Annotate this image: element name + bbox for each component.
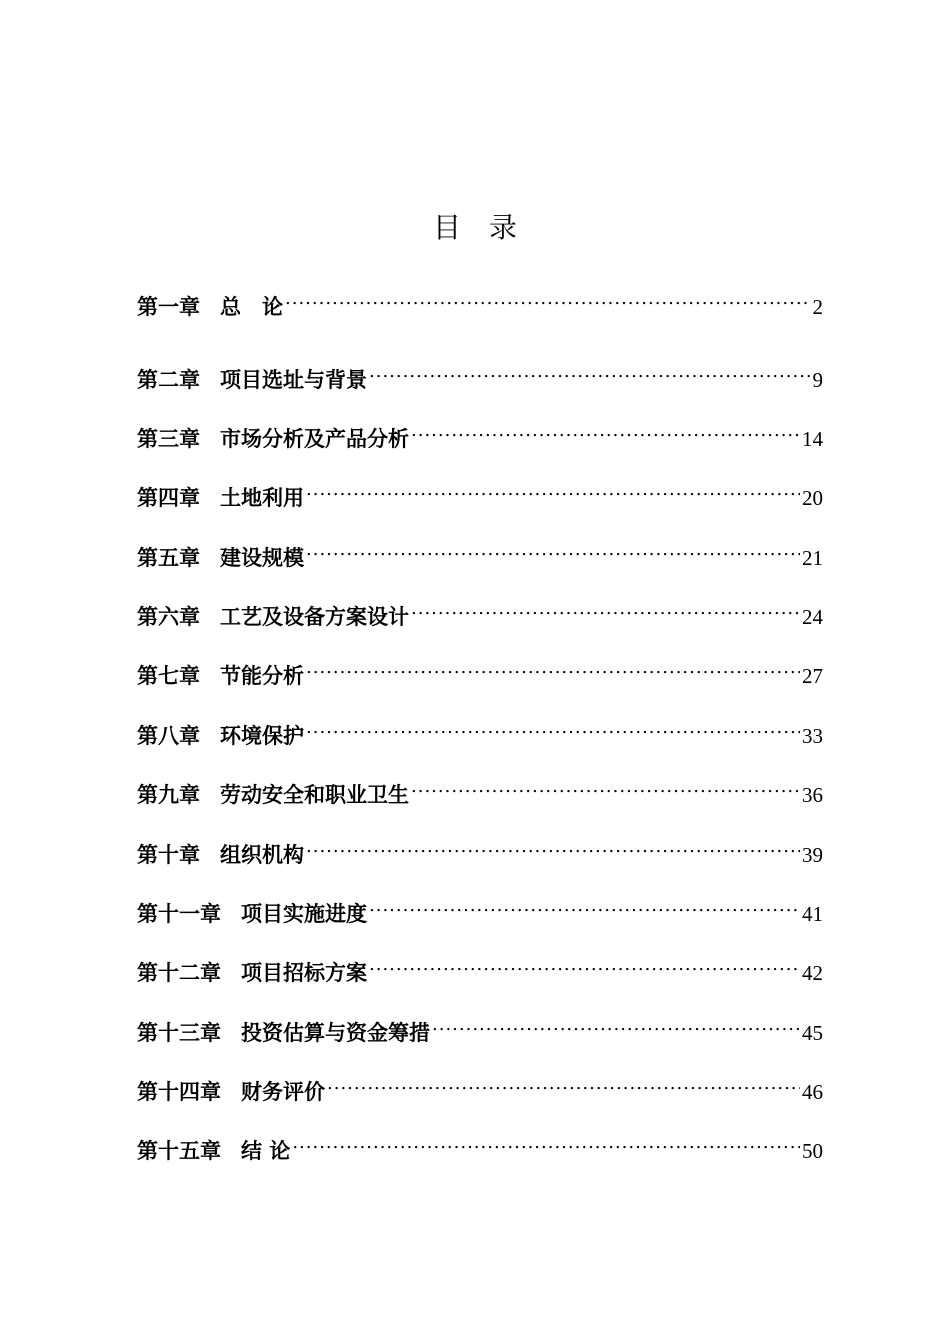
toc-title: 建设规模: [220, 545, 304, 570]
page-title: 目 录: [432, 211, 517, 244]
toc-chapter: 第十三章: [137, 1020, 221, 1045]
toc-page-number: 50: [802, 1139, 823, 1163]
toc-page-number: 36: [802, 783, 823, 807]
toc-leader-dots: [306, 830, 800, 862]
toc-title: 项目选址与背景: [220, 367, 367, 392]
toc-leader-dots: [369, 355, 811, 387]
toc-row[interactable]: [137, 830, 823, 867]
toc-leader-dots: [292, 1126, 800, 1158]
toc-row[interactable]: [137, 1126, 823, 1163]
toc-page-number: 39: [802, 843, 823, 867]
toc-page-number: 27: [802, 664, 823, 688]
toc-chapter: 第十二章: [137, 960, 221, 985]
toc-title: 工艺及设备方案设计: [220, 604, 409, 629]
toc-title: 土地利用: [220, 485, 304, 510]
toc-leader-dots: [306, 473, 800, 505]
toc-chapter: 第五章: [137, 545, 200, 570]
toc-title: 财务评价: [241, 1079, 325, 1104]
toc-row[interactable]: [137, 1067, 823, 1104]
toc-leader-dots: [369, 889, 800, 921]
toc-leader-dots: [411, 770, 800, 802]
toc-page-number: 24: [802, 605, 823, 629]
toc-row[interactable]: [137, 473, 823, 510]
toc-row[interactable]: [137, 414, 823, 451]
toc-title: 项目招标方案: [241, 960, 367, 985]
toc-row[interactable]: [137, 770, 823, 807]
toc-leader-dots: [306, 651, 800, 683]
toc-title: 节能分析: [220, 663, 304, 688]
toc-row[interactable]: [137, 282, 823, 319]
toc-chapter: 第十五章: [137, 1138, 221, 1163]
toc-chapter: 第十一章: [137, 901, 221, 926]
toc-chapter: 第一章: [137, 294, 200, 319]
toc-title: 项目实施进度: [241, 901, 367, 926]
toc-page-number: 2: [812, 295, 823, 319]
toc-title: 市场分析及产品分析: [220, 426, 409, 451]
toc-leader-dots: [369, 948, 800, 980]
toc-leader-dots: [411, 414, 800, 446]
toc-row[interactable]: [137, 711, 823, 748]
toc-page-number: 33: [802, 724, 823, 748]
toc-row[interactable]: [137, 533, 823, 570]
toc-chapter: 第十四章: [137, 1079, 221, 1104]
toc-chapter: 第八章: [137, 723, 200, 748]
toc-title: 投资估算与资金筹措: [241, 1020, 430, 1045]
toc-title: 组织机构: [220, 842, 304, 867]
toc-row[interactable]: [137, 1008, 823, 1045]
toc-chapter: 第三章: [137, 426, 200, 451]
toc-page-number: 41: [802, 902, 823, 926]
toc-page-number: 14: [802, 427, 823, 451]
toc-chapter: 第六章: [137, 604, 200, 629]
toc-title: 总 论: [220, 294, 283, 319]
toc-row[interactable]: [137, 651, 823, 688]
toc-leader-dots: [285, 282, 811, 314]
toc-title: 结 论: [241, 1138, 291, 1163]
toc-chapter: 第七章: [137, 663, 200, 688]
toc-leader-dots: [432, 1008, 800, 1040]
toc-row[interactable]: [137, 889, 823, 926]
toc-leader-dots: [411, 592, 800, 624]
toc-leader-dots: [306, 533, 800, 565]
toc-chapter: 第二章: [137, 367, 200, 392]
toc-page-number: 42: [802, 961, 823, 985]
toc-row[interactable]: [137, 355, 823, 392]
toc-chapter: 第九章: [137, 782, 200, 807]
toc-row[interactable]: [137, 948, 823, 985]
toc-page-number: 45: [802, 1021, 823, 1045]
toc-leader-dots: [327, 1067, 800, 1099]
toc-chapter: 第十章: [137, 842, 200, 867]
toc-title: 劳动安全和职业卫生: [220, 782, 409, 807]
toc-leader-dots: [306, 711, 800, 743]
toc-page-number: 9: [812, 368, 823, 392]
toc-page-number: 21: [802, 546, 823, 570]
toc-chapter: 第四章: [137, 485, 200, 510]
toc-page-number: 20: [802, 486, 823, 510]
toc-page-number: 46: [802, 1080, 823, 1104]
toc-row[interactable]: [137, 592, 823, 629]
toc-title: 环境保护: [220, 723, 304, 748]
